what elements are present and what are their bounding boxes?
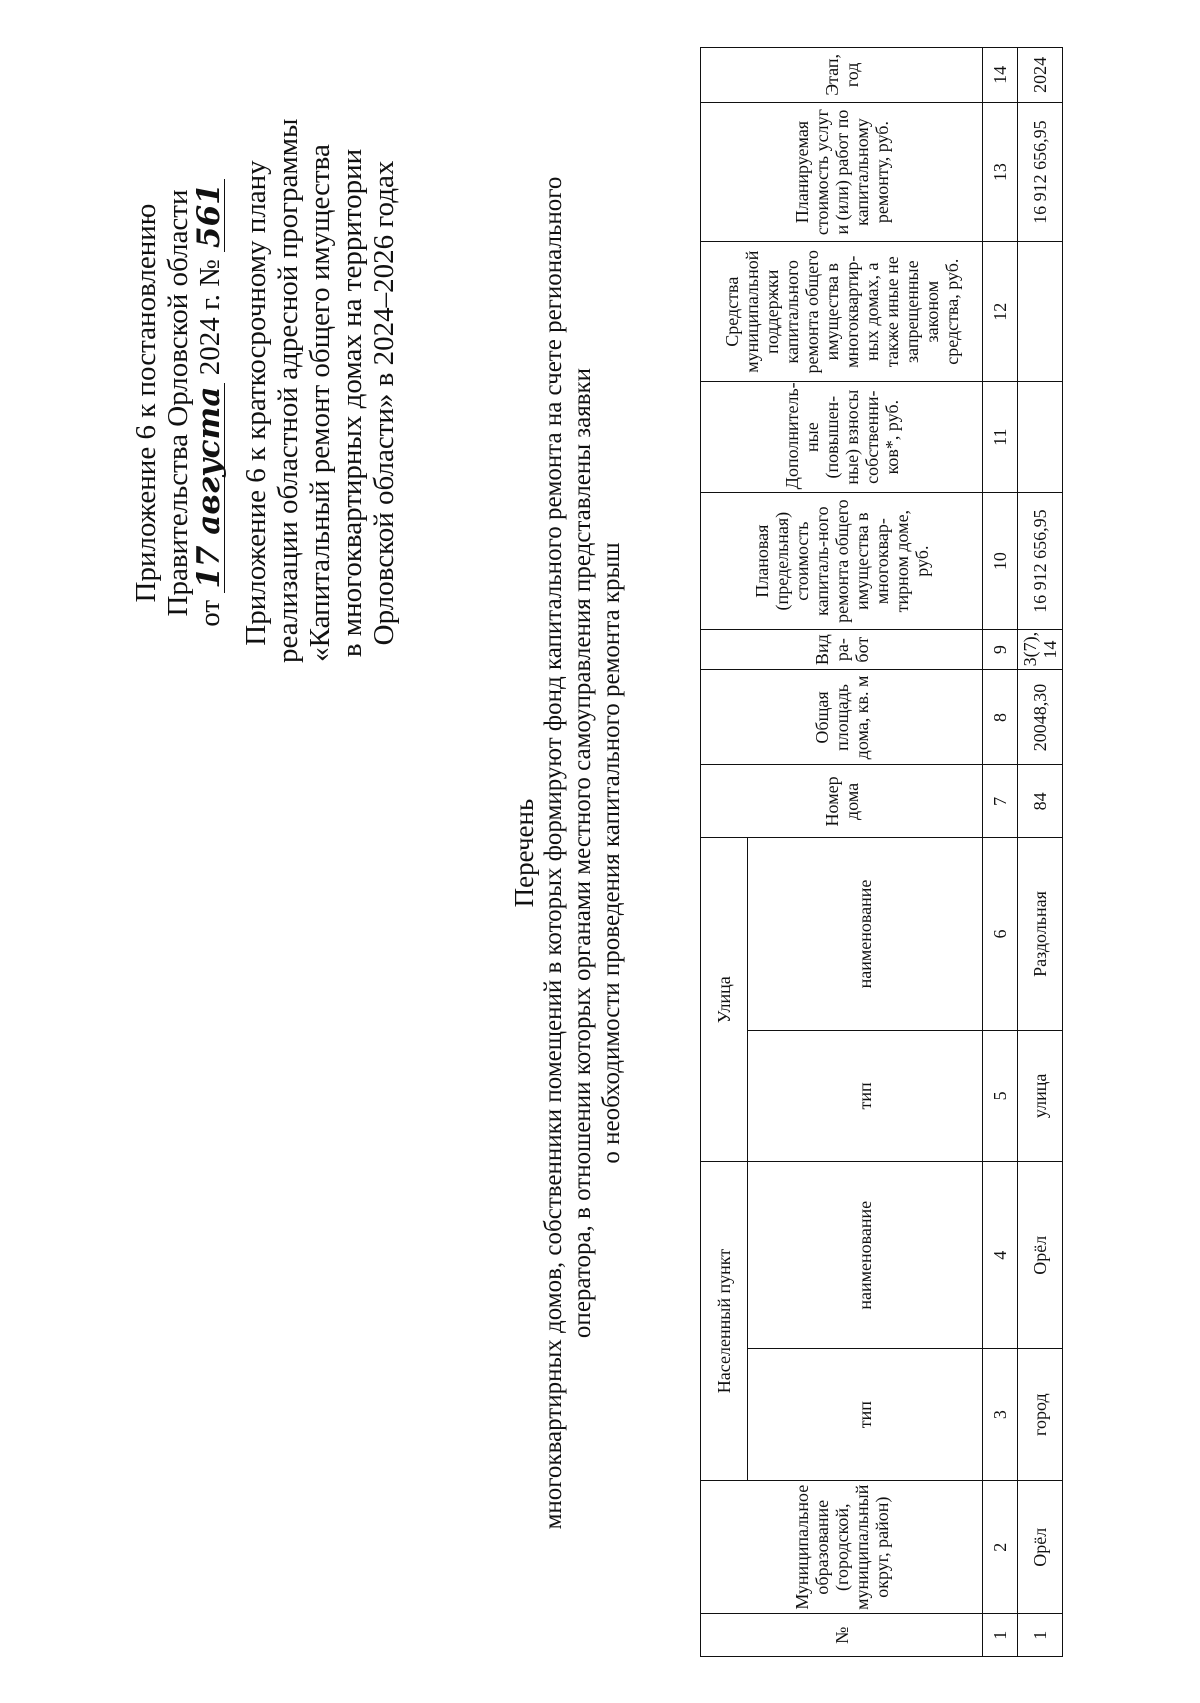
column-number: 2 [983,1480,1018,1614]
heading-line-2: оператора, в отношении которых органами местного самоуправления представлены заявки [569,367,596,1339]
column-number: 1 [983,1614,1018,1657]
column-number: 9 [983,629,1018,669]
col-header-municipality: Муниципальное образование (городской, муниципальный округ, район) [701,1480,983,1614]
column-number: 12 [983,242,1018,382]
column-number-row [983,48,1018,1657]
col-header-street-type: тип [748,1030,983,1162]
cell-num: 1 [1018,1614,1063,1657]
appendix-line-1: Приложение 6 к постановлению [130,203,162,603]
reference-line-1: Приложение 6 к краткосрочному плану [240,160,272,646]
cell-work-type: 3(7), 14 [1018,629,1063,669]
cell-house-number: 84 [1018,765,1063,838]
cell-municipality: Орёл [1018,1480,1063,1614]
col-header-house-number: Номер дома [701,765,983,838]
houses-table [700,47,1063,1657]
column-number: 4 [983,1162,1018,1349]
table-row [1018,48,1063,1657]
column-number: 8 [983,670,1018,765]
reference-line-3: «Капитальный ремонт общего имущества [304,144,336,662]
col-header-settlement-name: наименование [748,1162,983,1349]
column-number: 5 [983,1030,1018,1162]
cell-total-area: 20048,30 [1018,670,1063,765]
column-number: 13 [983,102,1018,242]
col-header-extra-fees: Дополнитель-ные (повышен-ные) взносы собственни-ков*, руб. [701,382,983,493]
column-number: 11 [983,382,1018,493]
column-number: 10 [983,493,1018,630]
col-header-total-area: Общая площадь дома, кв. м [701,670,983,765]
cell-extra-fees [1018,382,1063,493]
cell-planned-services-cost: 16 912 656,95 [1018,102,1063,242]
cell-street-name: Раздольная [1018,838,1063,1030]
col-header-work-type: Вид ра-бот [701,629,983,669]
header-row-top [701,48,748,1657]
appendix-date-line [191,143,227,663]
reference-line-2: реализации областной адресной программы [272,118,304,663]
handwritten-number: 561 [194,179,225,252]
handwritten-date: 17 августа [194,383,225,593]
date-prefix: от [194,599,226,627]
cell-stage-year: 2024 [1018,48,1063,103]
col-header-planned-cost: Плановая (предельная) стоимость капиталь-ного ремонта общего имущества в многоквар-тирном доме, руб. [701,493,983,630]
cell-municipal-support [1018,242,1063,382]
col-header-stage-year: Этап, год [701,48,983,103]
col-header-street-name: наименование [748,838,983,1030]
col-header-street-group: Улица [701,838,748,1162]
column-number: 7 [983,765,1018,838]
document-heading [510,63,626,1643]
cell-settlement-name: Орёл [1018,1162,1063,1349]
col-header-planned-services-cost: Планируемая стоимость услуг и (или) работ по капитальному ремонту, руб. [701,102,983,242]
reference-line-5: Орловской области» в 2024–2026 годах [368,160,400,646]
col-header-settlement-group: Населенный пункт [701,1162,748,1481]
document-title: Перечень [509,798,539,908]
cell-street-type: улица [1018,1030,1063,1162]
column-number: 14 [983,48,1018,103]
column-number: 3 [983,1349,1018,1481]
heading-line-1: многоквартирных домов, собственники помещений в которых формируют фонд капитального ремонта на счете регионального [540,176,567,1530]
heading-line-3: о необходимости проведения капитального ремонта крыш [598,542,625,1164]
appendix-line-2: Правительства Орловской области [162,189,194,617]
date-suffix: 2024 г. № [194,259,226,376]
cell-settlement-type: город [1018,1349,1063,1481]
col-header-settlement-type: тип [748,1349,983,1481]
column-number: 6 [983,838,1018,1030]
appendix-block [130,118,400,663]
cell-planned-cost: 16 912 656,95 [1018,493,1063,630]
reference-line-4: в многоквартирных домах на территории [336,148,368,658]
col-header-num: № [701,1614,983,1657]
col-header-municipal-support: Средства муниципальной поддержки капитального ремонта общего имущества в многоквартир-ных домах, а также иные не запрещенные законом средства, руб. [701,242,983,382]
